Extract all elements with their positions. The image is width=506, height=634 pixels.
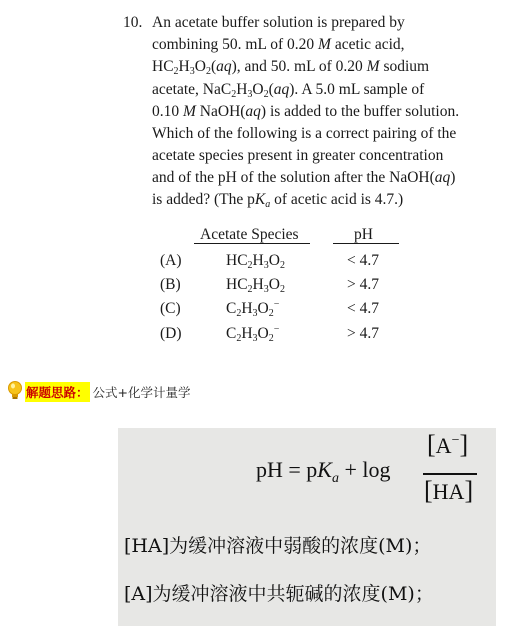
option-ph: > 4.7 [347,276,379,293]
hint-text: 公式+化学计量学 [92,385,191,400]
option-label: (D) [160,325,182,342]
fraction-bar [423,473,477,475]
formula-numerator: [A−] [427,430,469,459]
table-header-ph: pH [354,226,373,243]
option-label: (C) [160,300,181,317]
question-line: and of the pH of the solution after the NaOH(aq) [152,169,456,186]
option-ph: < 4.7 [347,252,379,269]
table-header-species: Acetate Species [200,226,299,243]
question-line: $HC_2H_3O_2(aq)$, and 50. mL of 0.20 M sodium [152,58,430,77]
option-species: $C_2H_3O_2^-$ [226,299,280,319]
option-species: $HC_2H_3O_2$ [226,252,285,271]
hint-label: 解题思路： [25,382,90,402]
hint-row [6,380,191,404]
question-number: 10. [123,14,143,31]
question-line: acetate species present in greater concentration [152,147,444,164]
question-line: Which of the following is a correct pairing of the [152,125,457,142]
definition-a: [A]为缓冲溶液中共轭碱的浓度(M)； [124,583,434,605]
question-line: An acetate buffer solution is prepared by [152,14,405,31]
option-label: (A) [160,252,182,269]
option-species: $C_2H_3O_2^-$ [226,324,280,344]
henderson-hasselbalch-formula: pH = $pK_a + \log$ [256,457,391,486]
question-line: 0.10 M NaOH(aq) is added to the buffer solution. [152,103,460,120]
option-label: (B) [160,276,181,293]
question-line: acetate, $NaC_2H_3O_2(aq)$. A 5.0 mL sample of [152,81,425,100]
option-species: $HC_2H_3O_2$ [226,276,285,295]
question-line: is added? (The $pK_a$ of acetic acid is 4.7.) [152,191,404,210]
formula-photo [118,428,496,626]
question-line: combining 50. mL of 0.20 M acetic acid, [152,36,405,53]
option-ph: > 4.7 [347,325,379,342]
definition-ha: [HA]为缓冲溶液中弱酸的浓度(M)； [124,535,432,557]
lightbulb-icon [6,380,24,404]
formula-denominator: [HA] [424,476,474,505]
option-ph: < 4.7 [347,300,379,317]
table-header-rule [333,243,399,244]
table-header-rule [194,243,310,244]
